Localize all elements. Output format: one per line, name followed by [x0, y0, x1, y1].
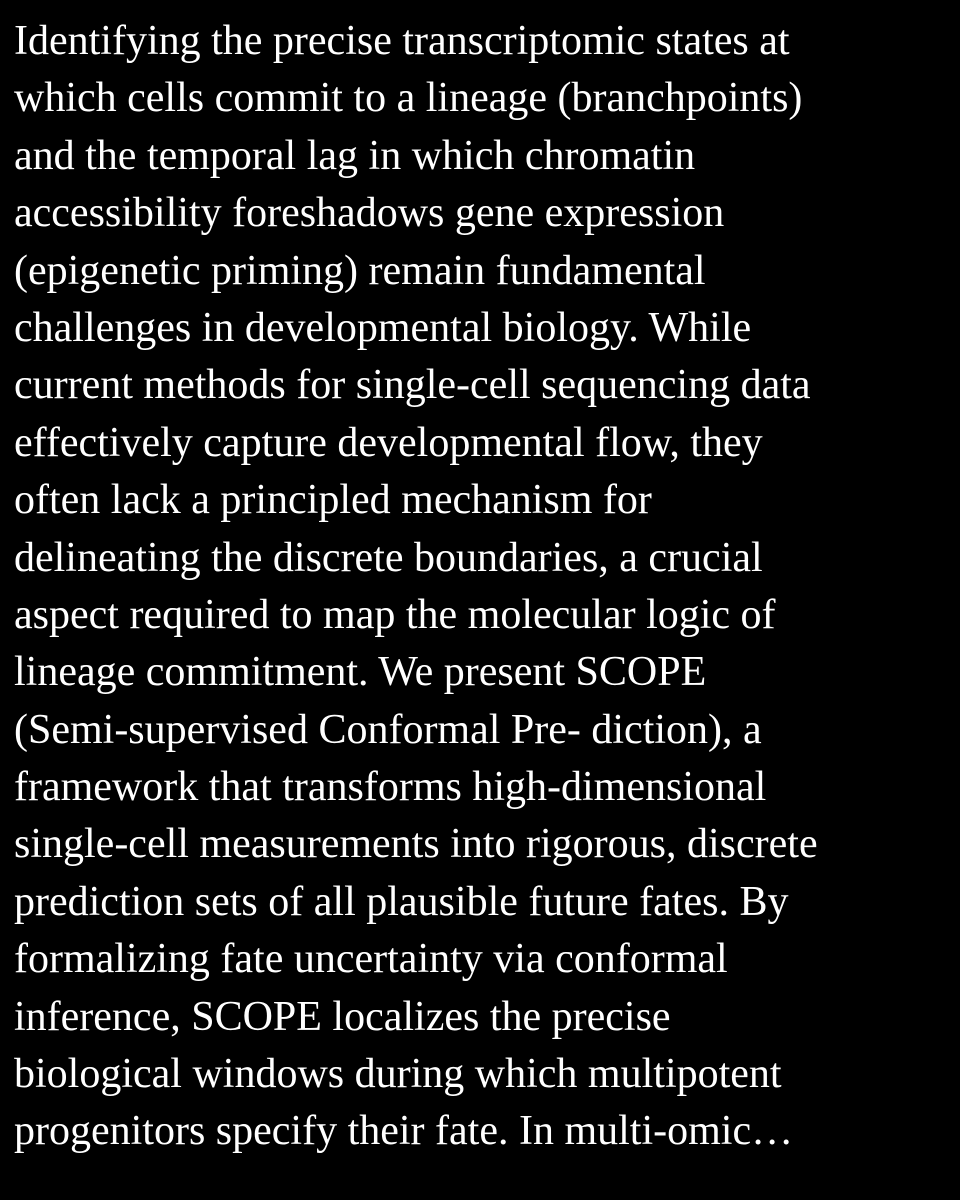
text-line: current methods for single-cell sequencing data [14, 362, 811, 409]
text-line: single-cell measurements into rigorous, discrete [14, 821, 818, 868]
text-line: framework that transforms high-dimensional [14, 764, 767, 811]
text-line: (Semi-supervised Conformal Pre- diction), a [14, 706, 762, 753]
text-line: and the temporal lag in which chromatin [14, 132, 696, 179]
text-line: formalizing fate uncertainty via conformal [14, 936, 728, 983]
text-line: delineating the discrete boundaries, a crucial [14, 534, 763, 581]
text-line: (epigenetic priming) remain fundamental [14, 247, 706, 294]
text-line: progenitors specify their fate. In multi-omic… [14, 1108, 794, 1155]
text-line: which cells commit to a lineage (branchpoints) [14, 75, 803, 122]
abstract-paragraph [14, 13, 954, 1161]
text-line: lineage commitment. We present SCOPE [14, 649, 707, 696]
text-line: aspect required to map the molecular logic of [14, 591, 776, 638]
text-line: effectively capture developmental flow, they [14, 419, 763, 466]
text-line: inference, SCOPE localizes the precise [14, 993, 671, 1040]
text-line: challenges in developmental biology. While [14, 304, 752, 351]
text-line: accessibility foreshadows gene expression [14, 190, 725, 237]
text-line: often lack a principled mechanism for [14, 477, 652, 524]
text-line: Identifying the precise transcriptomic states at [14, 18, 790, 64]
text-line: biological windows during which multipotent [14, 1051, 782, 1098]
text-line: prediction sets of all plausible future fates. By [14, 878, 789, 925]
